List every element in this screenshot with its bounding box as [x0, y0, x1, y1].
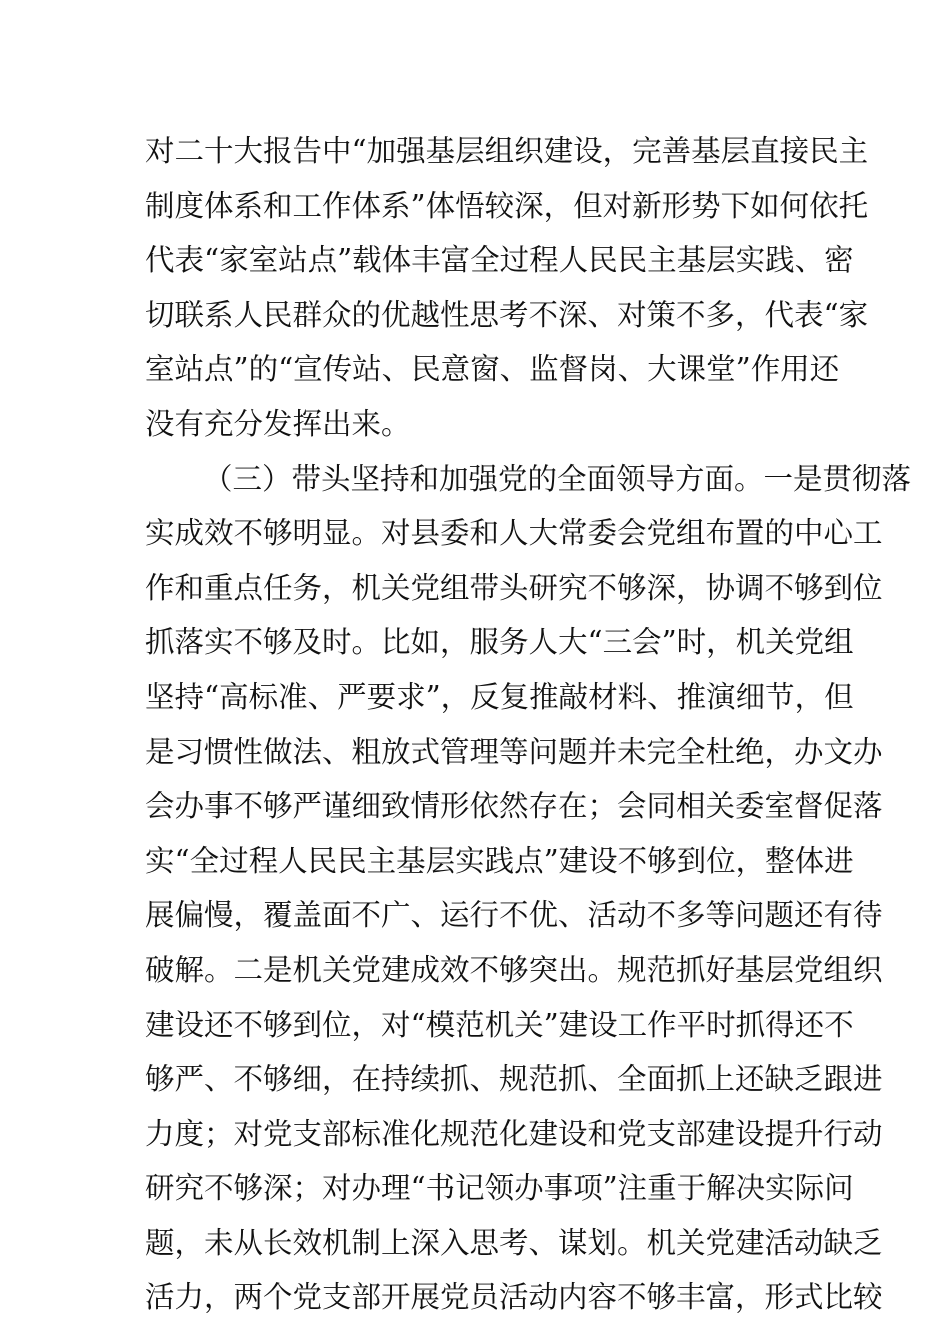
text-line: 题，未从长效机制上深入思考、谋划。机关党建活动缺乏 — [145, 1225, 883, 1260]
text-line: 活力，两个党支部开展党员活动内容不够丰富，形式比较 — [145, 1280, 883, 1315]
text-line: 作和重点任务，机关党组带头研究不够深，协调不够到位 — [145, 570, 883, 605]
text-line: 切联系人民群众的优越性思考不深、对策不多，代表“家 — [145, 297, 869, 332]
text-line: 室站点”的“宣传站、民意窗、监督岗、大课堂”作用还 — [145, 352, 840, 387]
text-line: 制度体系和工作体系”体悟较深，但对新形势下如何依托 — [145, 188, 869, 223]
text-line: 实“全过程人民民主基层实践点”建设不够到位，整体进 — [145, 843, 854, 878]
text-line: 代表“家室站点”载体丰富全过程人民民主基层实践、密 — [145, 243, 854, 278]
text-line: 抓落实不够及时。比如，服务人大“三会”时，机关党组 — [145, 625, 854, 660]
text-line: 建设还不够到位，对“模范机关”建设工作平时抓得还不 — [145, 1007, 854, 1042]
text-line: 研究不够深；对办理“书记领办事项”注重于解决实际问 — [145, 1171, 854, 1206]
text-line: 力度；对党支部标准化规范化建设和党支部建设提升行动 — [145, 1116, 883, 1151]
text-line: 够严、不够细，在持续抓、规范抓、全面抓上还缺乏跟进 — [145, 1062, 883, 1097]
text-line: 实成效不够明显。对县委和人大常委会党组布置的中心工 — [145, 516, 883, 551]
text-line: 破解。二是机关党建成效不够突出。规范抓好基层党组织 — [145, 952, 883, 987]
text-line: 没有充分发挥出来。 — [145, 406, 411, 441]
body-text — [145, 124, 912, 1325]
text-line: 对二十大报告中“加强基层组织建设，完善基层直接民主 — [145, 134, 869, 168]
paragraph-start-line: （三）带头坚持和加强党的全面领导方面。一是贯彻落 — [203, 461, 912, 496]
text-line: 坚持“高标准、严要求”，反复推敲材料、推演细节，但 — [145, 679, 854, 714]
text-line: 会办事不够严谨细致情形依然存在；会同相关委室督促落 — [145, 789, 883, 824]
text-line: 展偏慢，覆盖面不广、运行不优、活动不多等问题还有待 — [145, 898, 883, 933]
text-line: 是习惯性做法、粗放式管理等问题并未完全杜绝，办文办 — [145, 734, 883, 769]
